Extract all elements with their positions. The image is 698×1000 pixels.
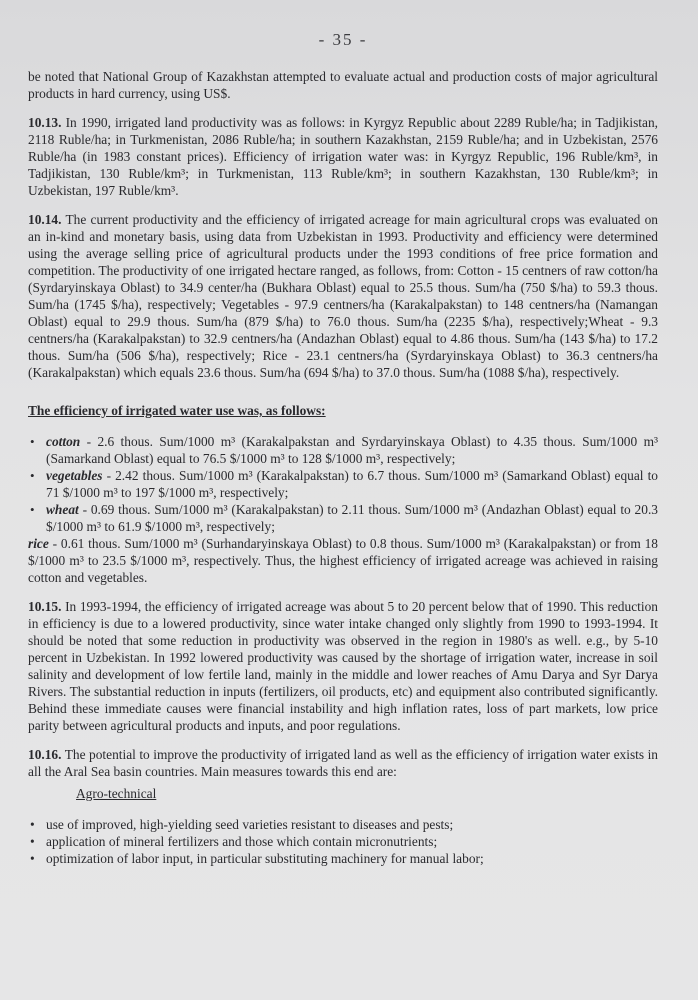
paragraph-text: In 1993-1994, the efficiency of irrigated acreage was about 5 to 20 percent below that of 1990. This reduction in efficiency is due to a lowered productivity, since water intake changed only slightly from 1990 to 1993-1994. It should be noted that some reduction in productivity was observed in the region in 1980's as well. e.g., by 5-10 percent in Uzbekistan. In 1992 lowered productivity was caused by the shortage of irrigation water, increase in soil salinity and development of low fertile land, mainly in the middle and lower reaches of Amu Darya and Syr Darya Rivers. The substantial reduction in inputs (fertilizers, oil products, etc) and equipment also contributed significantly. Behind these immediate causes were financial instability and high inflation rates, loss of part markets, low price parity between agricultural products and inputs, and poor regulations. xyxy=(28,599,658,733)
bullet-icon: • xyxy=(30,817,35,832)
page-number: - 35 - xyxy=(318,30,368,49)
paragraph-text: The potential to improve the productivity of irrigated land as well as the efficiency of irrigation water exists in all the Aral Sea basin countries. Main measures towards this end are: xyxy=(28,747,658,779)
rice-paragraph xyxy=(28,535,658,586)
paragraph-text: In 1990, irrigated land productivity was as follows: in Kyrgyz Republic about 2289 Ruble/ha; in Tadjikistan, 2118 Ruble/ha; in Turkmenistan, 2086 Ruble/ha; in southern Kazakhstan, 2159 Ruble/ha; and in Uzbekistan, 2576 Ruble/ha (in 1983 constant prices). Efficiency of irrigation water was: in Kyrgyz Republic, 196 Ruble/km³, in Tadjikistan, 130 Ruble/km³; in Turkmenistan, 113 Ruble/km³; in southern Kazakhstan, 130 Ruble/km³; in Uzbekistan, 197 Ruble/km³. xyxy=(28,115,658,198)
bullet-icon: • xyxy=(30,434,35,449)
paragraph-10-14 xyxy=(28,211,658,381)
paragraph-number: 10.15. xyxy=(28,599,62,614)
efficiency-heading: The efficiency of irrigated water use was, as follows: xyxy=(28,403,326,418)
list-item-text: optimization of labor input, in particular substituting machinery for manual labor; xyxy=(46,851,484,866)
bullet-icon: • xyxy=(30,834,35,849)
list-item-text: - 2.6 thous. Sum/1000 m³ (Karakalpakstan and Syrdaryinskaya Oblast) to 4.35 thous. Sum/1000 m³ (Samarkand Oblast) equal to 76.5 $/1000 m³ to 128 $/1000 m³, respectively; xyxy=(46,434,658,466)
bullet-icon: • xyxy=(30,468,35,483)
crop-name: cotton xyxy=(46,434,81,449)
list-item-text: application of mineral fertilizers and those which contain micronutrients; xyxy=(46,834,438,849)
list-item-text: - 0.69 thous. Sum/1000 m³ (Karakalpakstan) to 2.11 thous. Sum/1000 m³ (Andazhan Oblast) equal to 20.3 $/1000 m³ to 61.9 $/1000 m³, respectively; xyxy=(46,502,658,534)
water-efficiency-list xyxy=(28,433,658,535)
paragraph-10-13 xyxy=(28,114,658,199)
list-item xyxy=(30,433,658,467)
paragraph-number: 10.13. xyxy=(28,115,62,130)
list-item xyxy=(30,850,658,867)
crop-name: rice xyxy=(28,536,49,551)
list-item-text: use of improved, high-yielding seed varieties resistant to diseases and pests; xyxy=(46,817,454,832)
paragraph-number: 10.16. xyxy=(28,747,62,762)
list-item xyxy=(30,816,658,833)
intro-paragraph: be noted that National Group of Kazakhstan attempted to evaluate actual and production costs of major agricultural products in hard currency, using US$. xyxy=(28,69,658,101)
crop-name: wheat xyxy=(46,502,79,517)
agro-technical-heading: Agro-technical xyxy=(76,786,157,801)
paragraph-text: The current productivity and the efficiency of irrigated acreage for main agricultural crops was evaluated on an in-kind and monetary basis, using data from Uzbekistan in 1993. Productivity and efficiency were determined using the average selling price of agricultural products under the 1993 conditions of free price formation and competition. The productivity of one irrigated hectare ranged, as follows, from: Cotton - 15 centners of raw cotton/ha (Syrdaryinskaya Oblast) to 34.9 center/ha (Bukhara Oblast) equal to 25.5 thous. Sum/ha (750 $/ha) to 59.3 thous. Sum/ha (1745 $/ha), respectively; Vegetables - 97.9 centners/ha (Karakalpakstan) to 148 centners/ha (Namangan Oblast) equal to 29.9 thous. Sum/ha (879 $/ha) to 76.0 thous. Sum/ha (2235 $/ha), respectively;Wheat - 9.3 centners/ha (Karakalpakstan) to 32.9 centners/ha (Andazhan Oblast) equal to 4.86 thous. Sum/ha (143 $/ha) to 17.2 thous. Sum/ha (506 $/ha), respectively; Rice - 23.1 centners/ha (Syrdaryinskaya Oblast) to 36.3 centners/ha (Karakalpakstan) which equals 23.6 thous. Sum/ha (694 $/ha) to 37.0 thous. Sum/ha (1088 $/ha), respectively. xyxy=(28,212,658,380)
list-item-text: - 2.42 thous. Sum/1000 m³ (Karakalpakstan) to 6.7 thous. Sum/1000 m³ (Samarkand Oblast) equal to 71 $/1000 m³ to 197 $/1000 m³, respectively; xyxy=(46,468,658,500)
bullet-icon: • xyxy=(30,502,35,517)
list-item xyxy=(30,467,658,501)
paragraph-number: 10.14. xyxy=(28,212,62,227)
crop-name: vegetables xyxy=(46,468,103,483)
list-item xyxy=(30,501,658,535)
paragraph-10-15 xyxy=(28,598,658,734)
bullet-icon: • xyxy=(30,851,35,866)
agro-technical-list xyxy=(28,816,658,867)
paragraph-10-16 xyxy=(28,746,658,780)
list-item xyxy=(30,833,658,850)
paragraph-text: - 0.61 thous. Sum/1000 m³ (Surhandaryinskaya Oblast) to 0.8 thous. Sum/1000 m³ (Karakalpakstan) or from 18 $/1000 m³ to 23.5 $/1000 m³, respectively. Thus, the highest efficiency of irrigated acreage was achieved in raising cotton and vegetables. xyxy=(28,536,658,585)
